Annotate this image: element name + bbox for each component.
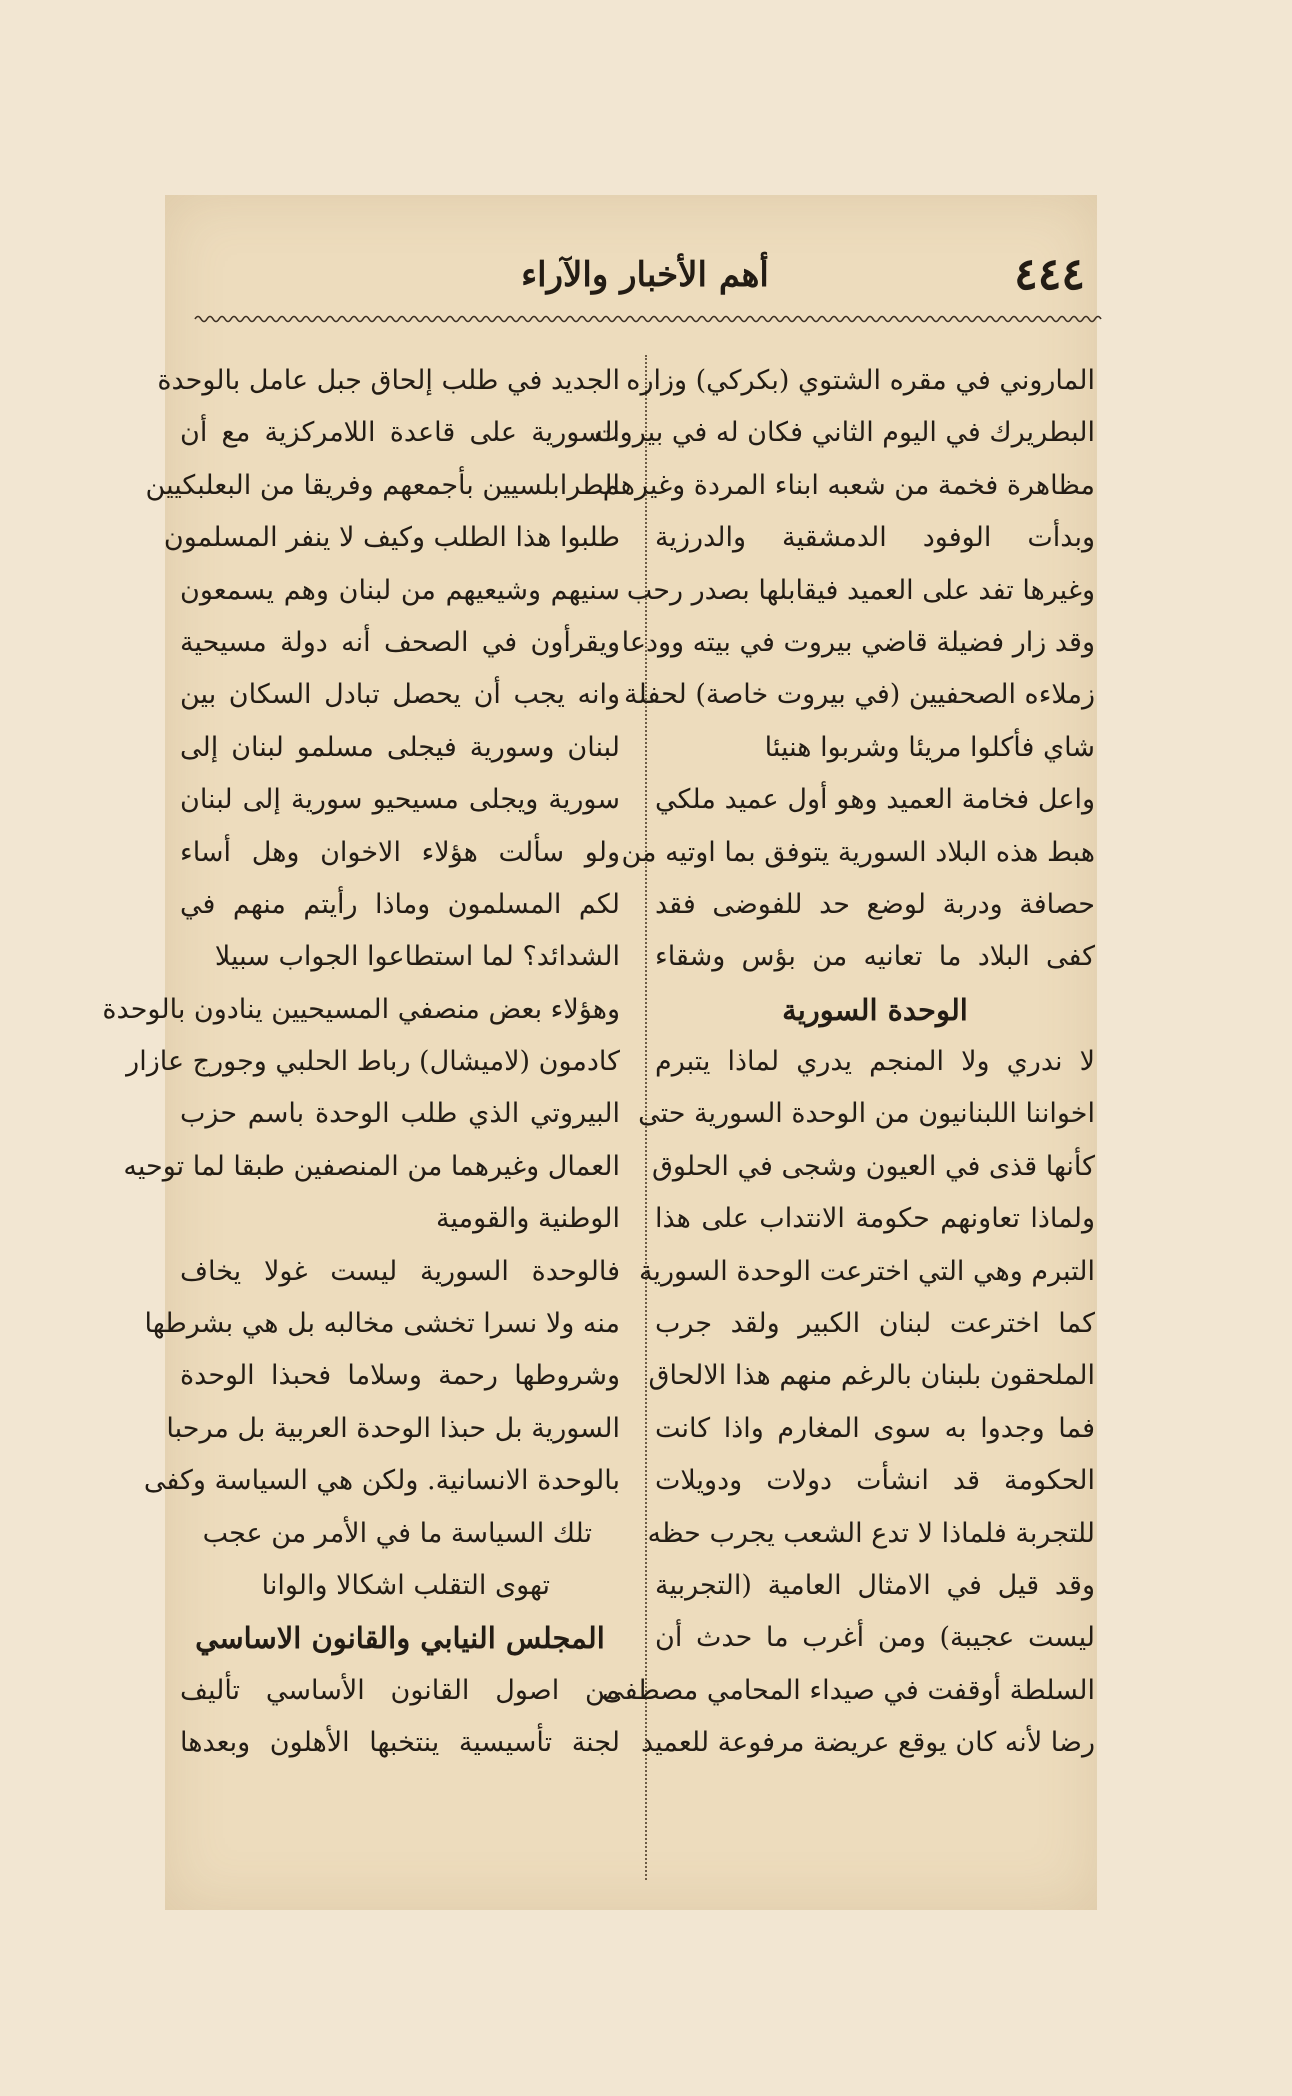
text-line: فما وجدوا به سوى المغارم واذا كانت xyxy=(655,1412,1095,1444)
text-line: من اصول القانون الأساسي تأليف xyxy=(180,1674,620,1706)
text-line: البيروتي الذي طلب الوحدة باسم حزب xyxy=(180,1098,620,1130)
section-heading-parliament: المجلس النيابي والقانون الاساسي xyxy=(195,1621,605,1656)
text-line: ليست عجيبة) ومن أغرب ما حدث أن xyxy=(655,1622,1095,1654)
text-line: وهؤلاء بعض منصفي المسيحيين ينادون بالوحدة xyxy=(102,993,620,1025)
text-line: الماروني في مقره الشتوي (بكركي) وزاره xyxy=(626,365,1095,396)
text-line: رضا لأنه كان يوقع عريضة مرفوعة للعميد xyxy=(640,1727,1095,1759)
page-header xyxy=(195,245,1095,305)
text-line: الوطنية والقومية xyxy=(436,1203,620,1235)
text-line: وقد زار فضيلة قاضي بيروت في بيته وودعا xyxy=(621,626,1095,658)
text-line: وبدأت الوفود الدمشقية والدرزية xyxy=(655,522,1095,554)
text-line: شاي فأكلوا مريئا وشربوا هنيئا xyxy=(764,731,1095,763)
page-number: ٤٤٤ xyxy=(1014,249,1085,300)
text-line: مظاهرة فخمة من شعبه ابناء المردة وغيرهم xyxy=(602,469,1095,501)
text-line: كأنها قذى في العيون وشجى في الحلوق xyxy=(651,1150,1095,1182)
text-line: لجنة تأسيسية ينتخبها الأهلون وبعدها xyxy=(180,1727,620,1759)
text-line: الطرابلسيين بأجمعهم وفريقا من البعلبكيين xyxy=(145,469,620,501)
text-line: هبط هذه البلاد السورية يتوفق بما اوتيه من xyxy=(621,836,1095,868)
text-line: ولو سألت هؤلاء الاخوان وهل أساء xyxy=(180,836,620,868)
text-line: كما اخترعت لبنان الكبير ولقد جرب xyxy=(655,1308,1095,1340)
poem-verse: تلك السياسة ما في الأمر من عجب xyxy=(202,1517,592,1549)
text-line: العمال وغيرهما من المنصفين طبقا لما توحيه xyxy=(123,1150,620,1182)
text-line: السلطة أوقفت في صيداء المحامي مصطفى xyxy=(602,1674,1095,1706)
text-line: السورية على قاعدة اللامركزية مع أن xyxy=(180,417,620,449)
text-line: طلبوا هذا الطلب وكيف لا ينفر المسلمون xyxy=(163,522,620,554)
text-line: الحكومة قد انشأت دولات ودويلات xyxy=(655,1465,1095,1497)
text-line: وشروطها رحمة وسلاما فحبذا الوحدة xyxy=(180,1360,620,1392)
poem-verse: تهوى التقلب اشكالا والوانا xyxy=(261,1569,550,1601)
text-line: اخواننا اللبنانيون من الوحدة السورية حتى xyxy=(638,1098,1095,1130)
text-line: لبنان وسورية فيجلى مسلمو لبنان إلى xyxy=(180,731,620,763)
left-column xyxy=(102,355,620,1770)
right-column xyxy=(594,355,1095,1770)
text-line: ويقرأون في الصحف أنه دولة مسيحية xyxy=(180,626,620,658)
text-line: زملاءه الصحفيين (في بيروت خاصة) لحفلة xyxy=(624,679,1095,711)
section-heading-syrian-unity: الوحدة السورية xyxy=(782,992,968,1027)
text-line: ولماذا تعاونهم حكومة الانتداب على هذا xyxy=(655,1203,1095,1235)
text-line: حصافة ودربة لوضع حد للفوضى فقد xyxy=(655,888,1095,920)
text-line: كادمون (لاميشال) رباط الحلبي وجورج عازار xyxy=(126,1046,620,1078)
text-line: الملحقون بلبنان بالرغم منهم هذا الالحاق xyxy=(648,1360,1095,1392)
text-line: البطريرك في اليوم الثاني فكان له في بيروت xyxy=(594,417,1095,449)
text-line: سنيهم وشيعيهم من لبنان وهم يسمعون xyxy=(180,574,620,606)
text-line: وانه يجب أن يحصل تبادل السكان بين xyxy=(180,679,620,711)
text-line: التبرم وهي التي اخترعت الوحدة السورية xyxy=(638,1255,1095,1287)
text-line: للتجربة فلماذا لا تدع الشعب يجرب حظه xyxy=(647,1517,1095,1549)
text-line: الشدائد؟ لما استطاعوا الجواب سبيلا xyxy=(214,941,620,973)
text-line: وغيرها تفد على العميد فيقابلها بصدر رحب xyxy=(626,574,1095,606)
text-line: لا ندري ولا المنجم يدري لماذا يتبرم xyxy=(655,1046,1095,1078)
text-line: فالوحدة السورية ليست غولا يخاف xyxy=(180,1255,620,1287)
text-line: السورية بل حبذا الوحدة العربية بل مرحبا xyxy=(166,1412,620,1444)
text-line: واعل فخامة العميد وهو أول عميد ملكي xyxy=(655,784,1095,816)
text-line: كفى البلاد ما تعانيه من بؤس وشقاء xyxy=(655,941,1095,973)
text-line: منه ولا نسرا تخشى مخالبه بل هي بشرطها xyxy=(144,1308,620,1340)
text-line: سورية ويجلى مسيحيو سورية إلى لبنان xyxy=(180,784,620,816)
text-line: لكم المسلمون وماذا رأيتم منهم في xyxy=(180,888,620,920)
running-title: أهم الأخبار والآراء xyxy=(521,255,769,295)
text-line: وقد قيل في الامثال العامية (التجربية xyxy=(655,1569,1095,1601)
text-line: الجديد في طلب إلحاق جبل عامل بالوحدة xyxy=(157,365,620,396)
text-line: بالوحدة الانسانية. ولكن هي السياسة وكفى xyxy=(143,1465,620,1497)
header-wavy-rule xyxy=(195,312,1095,326)
